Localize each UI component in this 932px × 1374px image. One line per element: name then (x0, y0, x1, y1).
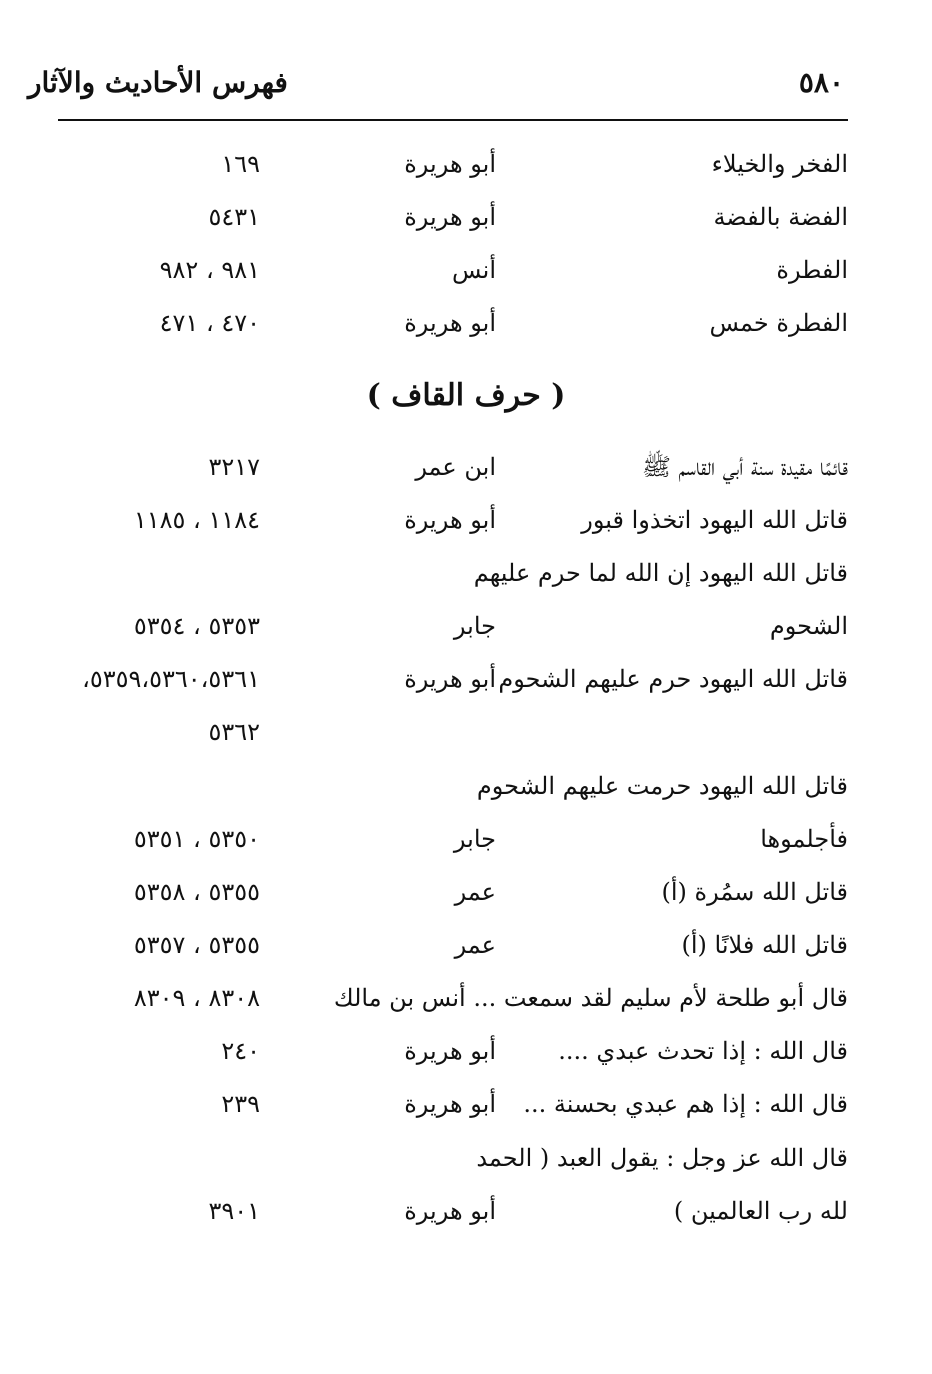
hadith-text: قال الله : إذا هم عبدي بحسنة ... (523, 1090, 848, 1118)
narrator: ابن عمر (415, 453, 496, 481)
hadith-numbers: ٥٣٥٥ ، ٥٣٥٧ (133, 931, 260, 959)
hadith-text: فأجلموها (760, 825, 848, 853)
narrator: عمر (454, 878, 496, 906)
hadith-numbers: ٣٢١٧ (208, 453, 260, 481)
hadith-numbers: ٤٧٠ ، ٤٧١ (159, 309, 260, 337)
index-entry (0, 1031, 932, 1071)
hadith-text: قاتل الله سمُرة (أ) (661, 878, 848, 906)
hadith-text: الفطرة (776, 256, 848, 284)
narrator: أبو هريرة (404, 665, 496, 693)
index-entry (0, 144, 932, 184)
narrator: جابر (453, 825, 496, 853)
hadith-numbers: ٥٣٥٠ ، ٥٣٥١ (133, 825, 260, 853)
hadith-numbers: ٨٣٠٨ ، ٨٣٠٩ (133, 984, 260, 1012)
narrator: أبو هريرة (404, 506, 496, 534)
narrator: أبو هريرة (404, 1197, 496, 1225)
hadith-numbers: ٩٨١ ، ٩٨٢ (159, 256, 260, 284)
hadith-text: قاتل الله اليهود حرم عليهم الشحوم (498, 665, 848, 693)
hadith-text: الفخر والخيلاء (711, 150, 848, 178)
index-entry (0, 659, 932, 699)
hadith-numbers: ٣٩٠١ (208, 1197, 260, 1225)
page-header-title: فهرس الأحاديث والآثار (28, 66, 288, 99)
index-entry (0, 1084, 932, 1124)
index-entry (0, 303, 932, 343)
hadith-numbers: ٢٣٩ (221, 1090, 260, 1118)
hadith-text: قال أبو طلحة لأم سليم لقد سمعت ... أنس بن مالك (333, 984, 848, 1012)
narrator: عمر (454, 931, 496, 959)
narrator: أبو هريرة (404, 309, 496, 337)
index-entry (0, 553, 932, 593)
hadith-text: قاتل الله اليهود اتخذوا قبور (581, 506, 848, 534)
hadith-text: لله رب العالمين ) (673, 1197, 848, 1225)
header-rule (58, 119, 848, 121)
hadith-numbers: ٥٣٥٣ ، ٥٣٥٤ (133, 612, 260, 640)
index-entry (0, 712, 932, 752)
index-entry (0, 1191, 932, 1231)
narrator: أنس (452, 256, 496, 284)
index-entry (0, 447, 932, 487)
narrator: أبو هريرة (404, 203, 496, 231)
narrator: أبو هريرة (404, 1090, 496, 1118)
hadith-numbers: ١١٨٤ ، ١١٨٥ (133, 506, 260, 534)
hadith-numbers: ١٦٩ (221, 150, 260, 178)
narrator: جابر (453, 612, 496, 640)
hadith-text: قاتل الله اليهود إن الله لما حرم عليهم (473, 559, 848, 587)
narrator: أبو هريرة (404, 150, 496, 178)
hadith-text: قاتل الله اليهود حرمت عليهم الشحوم (476, 772, 848, 800)
page-number: ٥٨٠ (798, 66, 844, 99)
index-entry (0, 925, 932, 965)
hadith-numbers: ٥٤٣١ (208, 203, 260, 231)
hadith-text: قاتل الله فلانًا (أ) (681, 931, 848, 959)
hadith-text: قائمًا مقيدة سنة أبي القاسم ﷺ (641, 453, 848, 481)
hadith-text: قال الله : إذا تحدث عبدي .... (558, 1037, 848, 1065)
index-entry (0, 1138, 932, 1178)
hadith-text: الفطرة خمس (709, 309, 848, 337)
hadith-numbers: ٥٣٦٢ (208, 718, 260, 746)
narrator: أبو هريرة (404, 1037, 496, 1065)
index-entry (0, 500, 932, 540)
hadith-numbers: ٢٤٠ (221, 1037, 260, 1065)
hadith-text: الشحوم (769, 612, 848, 640)
index-entry (0, 766, 932, 806)
hadith-text: الفضة بالفضة (713, 203, 848, 231)
section-title: ( حرف القاف ) (366, 378, 566, 413)
index-entry (0, 606, 932, 646)
hadith-numbers: ٥٣٥٥ ، ٥٣٥٨ (133, 878, 260, 906)
hadith-numbers: ٥٣٥٩،٥٣٦٠،٥٣٦١، (82, 665, 260, 693)
index-entry (0, 819, 932, 859)
index-entry (0, 250, 932, 290)
hadith-text: قال الله عز وجل : يقول العبد ( الحمد (476, 1144, 848, 1172)
index-entry (0, 197, 932, 237)
index-entry (0, 872, 932, 912)
index-entry (0, 978, 932, 1018)
